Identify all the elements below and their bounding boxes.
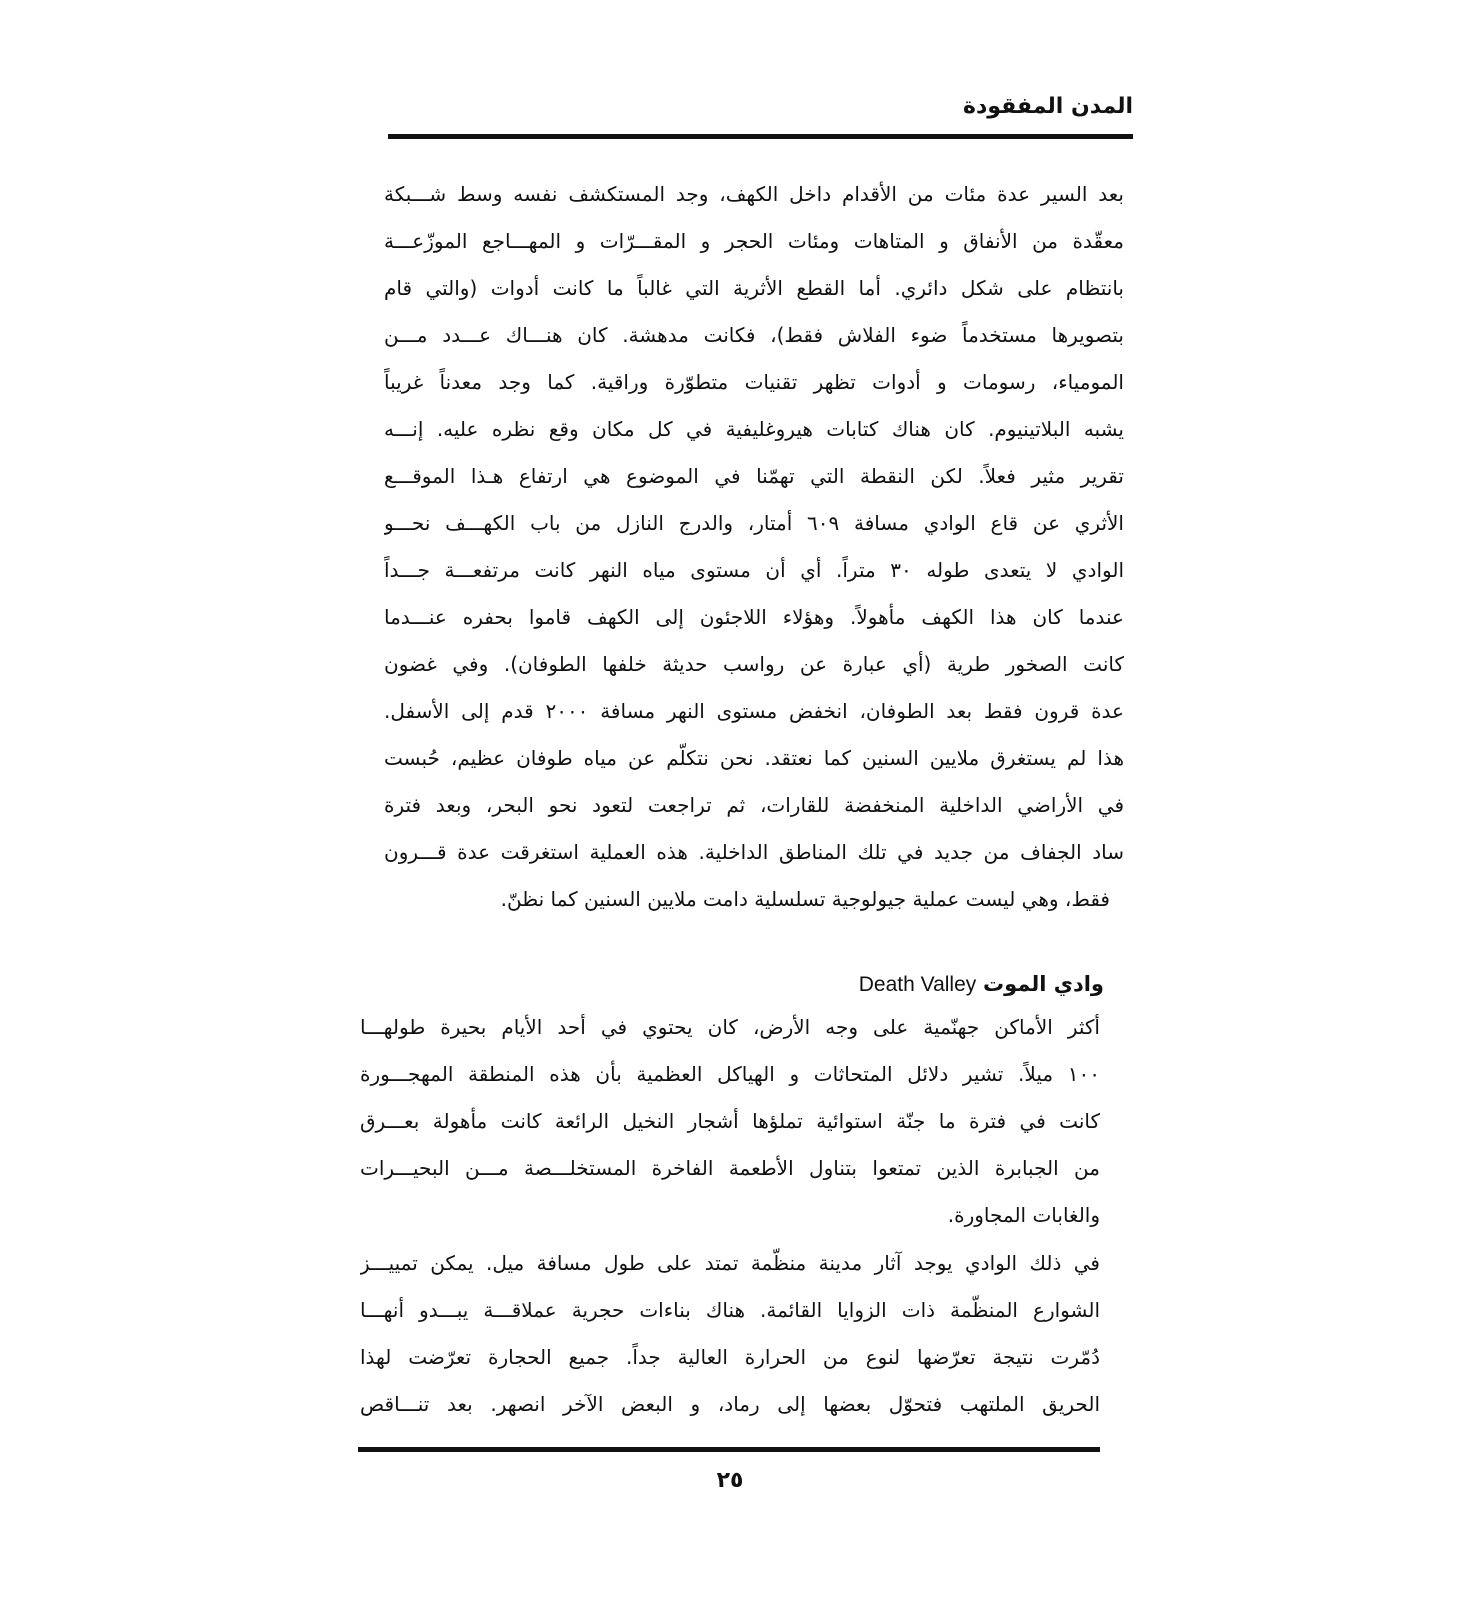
text-line: في ذلك الوادي يوجد آثار مدينة منظّمة تمتد على طول مسافة ميل. يمكن تمييـــز: [360, 1251, 1100, 1275]
text-line: عندما كان هذا الكهف مأهولاً. وهؤلاء اللاجئون إلى الكهف قاموا بحفره عنـــدما: [384, 605, 1124, 629]
text-line: كانت في فترة ما جنّة استوائية تملؤها أشجار النخيل الرائعة كانت مأهولة بعـــرق: [360, 1109, 1100, 1133]
paragraph-3: [360, 1240, 1100, 1428]
text-line: في الأراضي الداخلية المنخفضة للقارات، ثم تراجعت لتعود نحو البحر، وبعد فترة: [384, 793, 1124, 817]
text-line: ١٠٠ ميلاً. تشير دلائل المتحاثات و الهياكل العظمية بأن هذه المنطقة المهجـــورة: [360, 1062, 1100, 1086]
text-line: بتصويرها مستخدماً ضوء الفلاش فقط)، فكانت مدهشة. كان هنـــاك عـــدد مـــن: [384, 323, 1124, 347]
header-rule: [388, 134, 1133, 139]
section-heading: [380, 964, 1104, 1004]
text-line: من الجبابرة الذين تمتعوا بتناول الأطعمة الفاخرة المستخلـــصة مـــن البحيـــرات: [360, 1156, 1100, 1180]
text-line: بانتظام على شكل دائري. أما القطع الأثرية التي غالباً ما كانت أدوات (والتي قام: [384, 276, 1124, 300]
page-number: ٢٥: [716, 1468, 744, 1493]
text-line: ساد الجفاف من جديد في تلك المناطق الداخلية. هذه العملية استغرقت عدة قـــرون: [384, 840, 1124, 864]
text-line: والغابات المجاورة.: [947, 1203, 1100, 1227]
running-title: المدن المفقودة: [963, 94, 1133, 119]
text-line: دُمّرت نتيجة تعرّضها لنوع من الحرارة العالية جداً. جميع الحجارة تعرّضت لهذا: [360, 1345, 1100, 1369]
paragraph-2: [360, 1004, 1100, 1239]
text-line: معقّدة من الأنفاق و المتاهات ومئات الحجر و المقـــرّات و المهـــاجع الموزّعـــة: [384, 229, 1124, 253]
section-title-arabic: وادي الموت: [982, 972, 1104, 996]
text-line: فقط، وهي ليست عملية جيولوجية تسلسلية دامت ملايين السنين كما نظنّ.: [500, 887, 1110, 911]
text-line: الوادي لا يتعدى طوله ٣٠ متراً. أي أن مستوى مياه النهر كانت مرتفعـــة جـــداً: [384, 558, 1124, 582]
footer-rule: [358, 1447, 1100, 1452]
text-line: كانت الصخور طرية (أي عبارة عن رواسب حديثة خلفها الطوفان). وفي غضون: [384, 652, 1124, 676]
text-line: الشوارع المنظّمة ذات الزوايا القائمة. هناك بناءات حجرية عملاقـــة يبـــدو أنهـــا: [360, 1298, 1100, 1322]
text-line: تقرير مثير فعلاً. لكن النقطة التي تهمّنا في الموضوع هي ارتفاع هـذا الموقـــع: [384, 464, 1124, 488]
text-line: الحريق الملتهب فتحوّل بعضها إلى رماد، و البعض الآخر انصهر. بعد تنـــاقص: [360, 1392, 1100, 1416]
text-line: المومياء، رسومات و أدوات تظهر تقنيات متطوّرة وراقية. كما وجد معدناً غريباً: [384, 370, 1124, 394]
text-line: هذا لم يستغرق ملايين السنين كما نعتقد. نحن نتكلّم عن مياه طوفان عظيم، حُبست: [384, 746, 1124, 770]
section-title-english: Death Valley: [858, 973, 977, 996]
text-line: يشبه البلاتينيوم. كان هناك كتابات هيروغليفية في كل مكان وقع نظره عليه. إنـــه: [384, 417, 1124, 441]
paragraph-1: [384, 171, 1124, 923]
running-header: [388, 92, 1133, 128]
text-line: الأثري عن قاع الوادي مسافة ٦٠٩ أمتار، والدرج النازل من باب الكهـــف نحـــو: [384, 511, 1124, 535]
text-line: بعد السير عدة مئات من الأقدام داخل الكهف، وجد المستكشف نفسه وسط شـــبكة: [384, 182, 1124, 206]
text-line: أكثر الأماكن جهنّمية على وجه الأرض، كان يحتوي في أحد الأيام بحيرة طولهـــا: [360, 1015, 1100, 1039]
text-line: عدة قرون فقط بعد الطوفان، انخفض مستوى النهر مسافة ٢٠٠٠ قدم إلى الأسفل.: [384, 699, 1124, 723]
